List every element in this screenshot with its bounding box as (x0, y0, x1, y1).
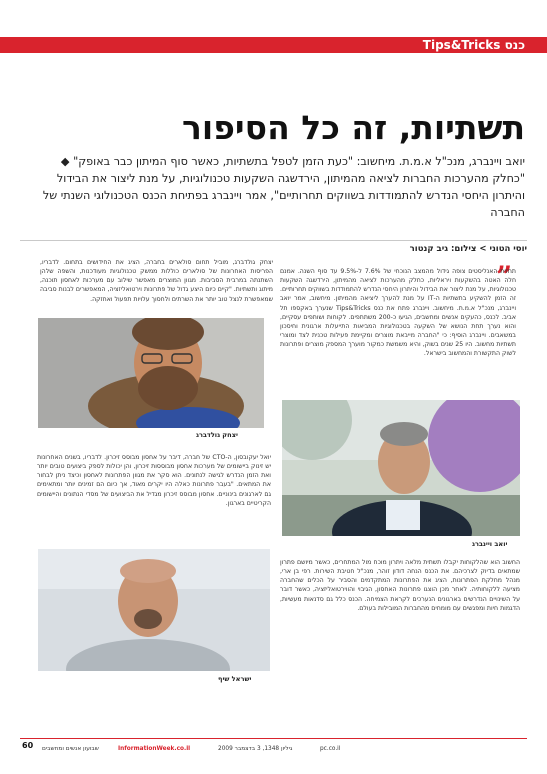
body-column-left-bottom: יואל יעקובסון, ה-CTO של חברה, דיבר על אחסון מבוסס זיכרון. לדבריו, בשנים האחרונות יש זינוק ביישומים של מערכות אחסון מבוססות זיכרון, והן יכולות לספק ביצועים טובים יותר ואת הזמן הנדרש לגישה לנתונים. הוא סקר את מגוון הפתרונות לאחסון וכיצד ניתן לבחור את המתאים. "בעבר פתרונות כאלה היו יקרים מאוד, אך כיום הם זמינים יותר ומתאימים גם לארגונים בינוניים. אחסון מבוסס זיכרון מגדיל את הביצועים של מסדי הנתונים והיישומים הקריטיים בארגון. (37, 454, 271, 507)
body-column-right-top: תחזית האנליסטים צופה גידול מהמצב הנוכחי של 7.6% ל-9.5% עד סוף השנה. אמנם חלה האטה בהשקעות ויראליות, כחלק מהערכות לציאה מהמיתון, הירדשגה השקעות טכנולוגיות, על מנת ליצור את הבידול והיתרון היחסי הנדרש להתמודדות בשווקים תחרותיים. זה הזמן להשקיע בתשתיות ה-IT על מנת להערך ליציאה מהמיתון. מיחשוב, אמר יואב ויינברג, מנכ"ל א.מ.ת. מיחשוב. ויינברג פתח את כנס Tips&Tricks שנערך באקספו תל אביב. לכנס, כהעקים אנשים ומחשבים, הגיעו כ-200 משתתפים. לקוחות ושותפים עסקיים, והוא נערך תחת הנושא של השקעה בטכנולוגיות המביאות התייעלות ארגונית וחיסכון במשאבים. ויינברג הוסיף: כי "החברה מייבאת מוצרים ומקיימת פעילות טכנית לצד ומוצרי תשתיות מחשוב. היו 25 שנים בשוק, והיא משמשת כמקור מוערך המספק מוצרים ופתרונות לשוק התקשורת והמחשוב בישראל. (280, 268, 517, 358)
footer-rule (20, 738, 527, 739)
photo-caption: ישראל שיף (218, 675, 252, 683)
footer-publication: שבועון אנשים ומחשבים (42, 746, 99, 752)
photo-shif (38, 549, 270, 671)
footer-site[interactable]: pc.co.il (320, 746, 341, 752)
article-byline: יוסי הטוני > צילום: גיב קנטור (409, 244, 527, 254)
divider (20, 240, 527, 241)
photo-caption: יואב ויינברג (472, 540, 508, 548)
quote-mark-icon: ” (496, 260, 513, 293)
footer-issue-date: גיליון 1348, 3 בדצמבר 2009 (218, 746, 293, 752)
body-column-right-bottom: החשוב הוא שהלקוחות יקבלו תשתית מלאה ויתרון מוכח מול המתחרים, כאשר מיושם פתרון שמתאים בדיוק לצרכיהם. את הכנס הנחה דודון זוהר, מנכ"ל חטיבת השירות. רפי בן ארי, מנהל מחלקת הפתרונות, הציג את הפתרונות המתקדמים והסביר על הכלים שהחברה מציעה ללקוחותיה. לאחר מכן הוצגו פתרונות האחסון, הגיבוי והווירטואליזציה, כאשר דובר על השינויים הנדרשים בארגונים הנערכים לקראת הצמיחה. הכנס כלל גם סדנאות מעשיות, הדגמות חיות ומפגשים עם מומחים מהחברות המובילות בעולם. (280, 559, 520, 612)
article-deck: יואב ויינברג, מנכ"ל א.מ.ת. מיחשוב: "כעת הזמן לטפל בתשתיות, כאשר סוף המיתון כבר באופק" ◆ "כחלק מהערכות החברות לציאה מהמיתון, הירדשגה השקעות טכנולוגיות, על מנת ליצור את הבידול והיתרון היחסי הנדרש להתמודדות בשווקים תחרותיים", אמר ויינברג בפתיחת הכנס הטכנולוגי השנתי של החברה (42, 155, 525, 219)
body-column-left-top: יצחק גולדברג, מוביל תחום סולארים בחברה, הציג את החידושים בתחום. לדבריו, הפריסות האחרונות של סולארים כוללות ממשק טכנולוגיות מעודכנות, והשפה שלהן השתנתה במרבית הסביבות. מגוון המוצרים מאפשר שילוב עם מערכות לאחסון תוכנה, מיתוג ותשתיות. "קיים כיום היצע גדול של פתרונות וירטואליזציה, המאפשרים לבנות סביבה שמאפשרת לנצל טוב יותר את השרתים ולחסוך עלויות תפעול ואחזקה. (40, 259, 273, 303)
photo-caption: יצחק גולדברג (196, 431, 238, 439)
photo-weinberg (282, 400, 520, 536)
footer-brand[interactable]: InformationWeek.co.il (118, 746, 191, 752)
photo-goldberg (38, 318, 264, 428)
article-headline: תשתיות, זה כל הסיפור (182, 108, 525, 147)
section-title: Tips&Tricks כנס (422, 38, 525, 52)
page-number: 60 (22, 741, 34, 750)
section-bar (0, 37, 547, 53)
